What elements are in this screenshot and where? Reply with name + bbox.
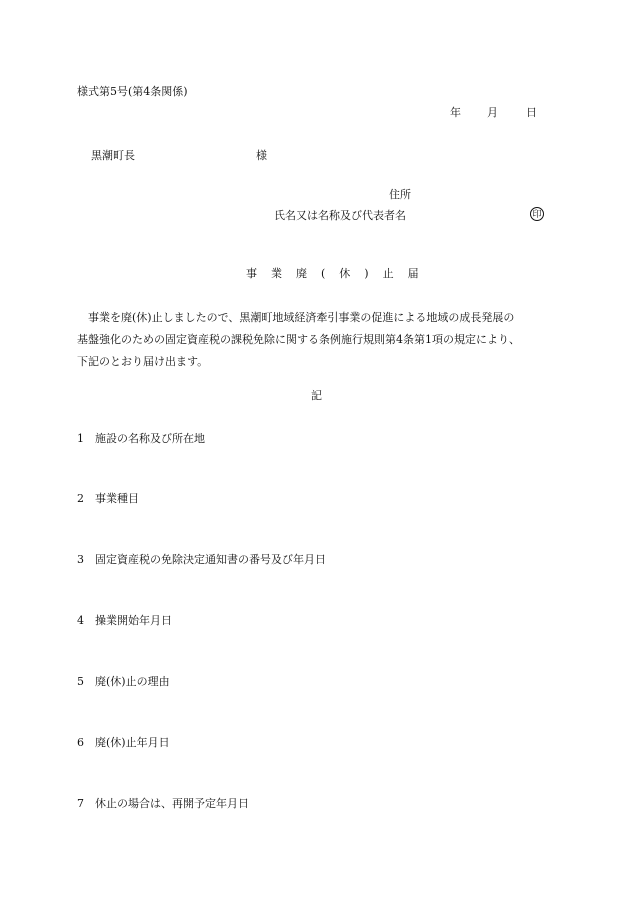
- body-paragraph: [77, 307, 557, 373]
- date-month: 月: [487, 106, 498, 119]
- item-number: 6: [77, 736, 84, 749]
- form-id: 様式第5号(第4条関係): [77, 85, 188, 98]
- item-label: 事業種目: [95, 492, 139, 505]
- name-label: 氏名又は名称及び代表者名: [274, 209, 406, 222]
- list-item: [77, 553, 326, 567]
- item-number: 4: [77, 614, 84, 627]
- item-number: 3: [77, 553, 84, 566]
- date-line: [450, 106, 537, 120]
- item-label: 廃(休)止年月日: [95, 736, 170, 749]
- list-item: [77, 736, 170, 750]
- item-label: 操業開始年月日: [95, 614, 172, 627]
- item-number: 2: [77, 492, 84, 505]
- item-label: 休止の場合は、再開予定年月日: [95, 797, 249, 810]
- address-label: 住所: [389, 188, 411, 201]
- item-number: 5: [77, 675, 84, 688]
- addressee-honorific: 様: [256, 149, 267, 162]
- date-day: 日: [526, 106, 537, 119]
- item-label: 固定資産税の免除決定通知書の番号及び年月日: [95, 553, 326, 566]
- body-line: 下記のとおり届け出ます。: [77, 355, 209, 368]
- list-item: [77, 614, 172, 628]
- date-year: 年: [450, 106, 461, 119]
- addressee-name: 黒潮町長: [91, 149, 135, 162]
- list-item: [77, 492, 139, 506]
- item-label: 施設の名称及び所在地: [95, 432, 205, 445]
- document-title: 事業廃(休)止届: [246, 267, 433, 280]
- item-label: 廃(休)止の理由: [95, 675, 170, 688]
- ki-heading: 記: [311, 389, 322, 402]
- seal-mark: 印: [530, 207, 544, 221]
- body-line: 事業を廃(休)止しましたので、黒潮町地域経済牽引事業の促進による地域の成長発展の: [88, 311, 515, 324]
- list-item: [77, 432, 205, 446]
- body-line: 基盤強化のための固定資産税の課税免除に関する条例施行規則第4条第1項の規定により、: [77, 333, 520, 346]
- list-item: [77, 797, 249, 811]
- list-item: [77, 675, 170, 689]
- item-number: 7: [77, 797, 84, 810]
- item-number: 1: [77, 432, 84, 445]
